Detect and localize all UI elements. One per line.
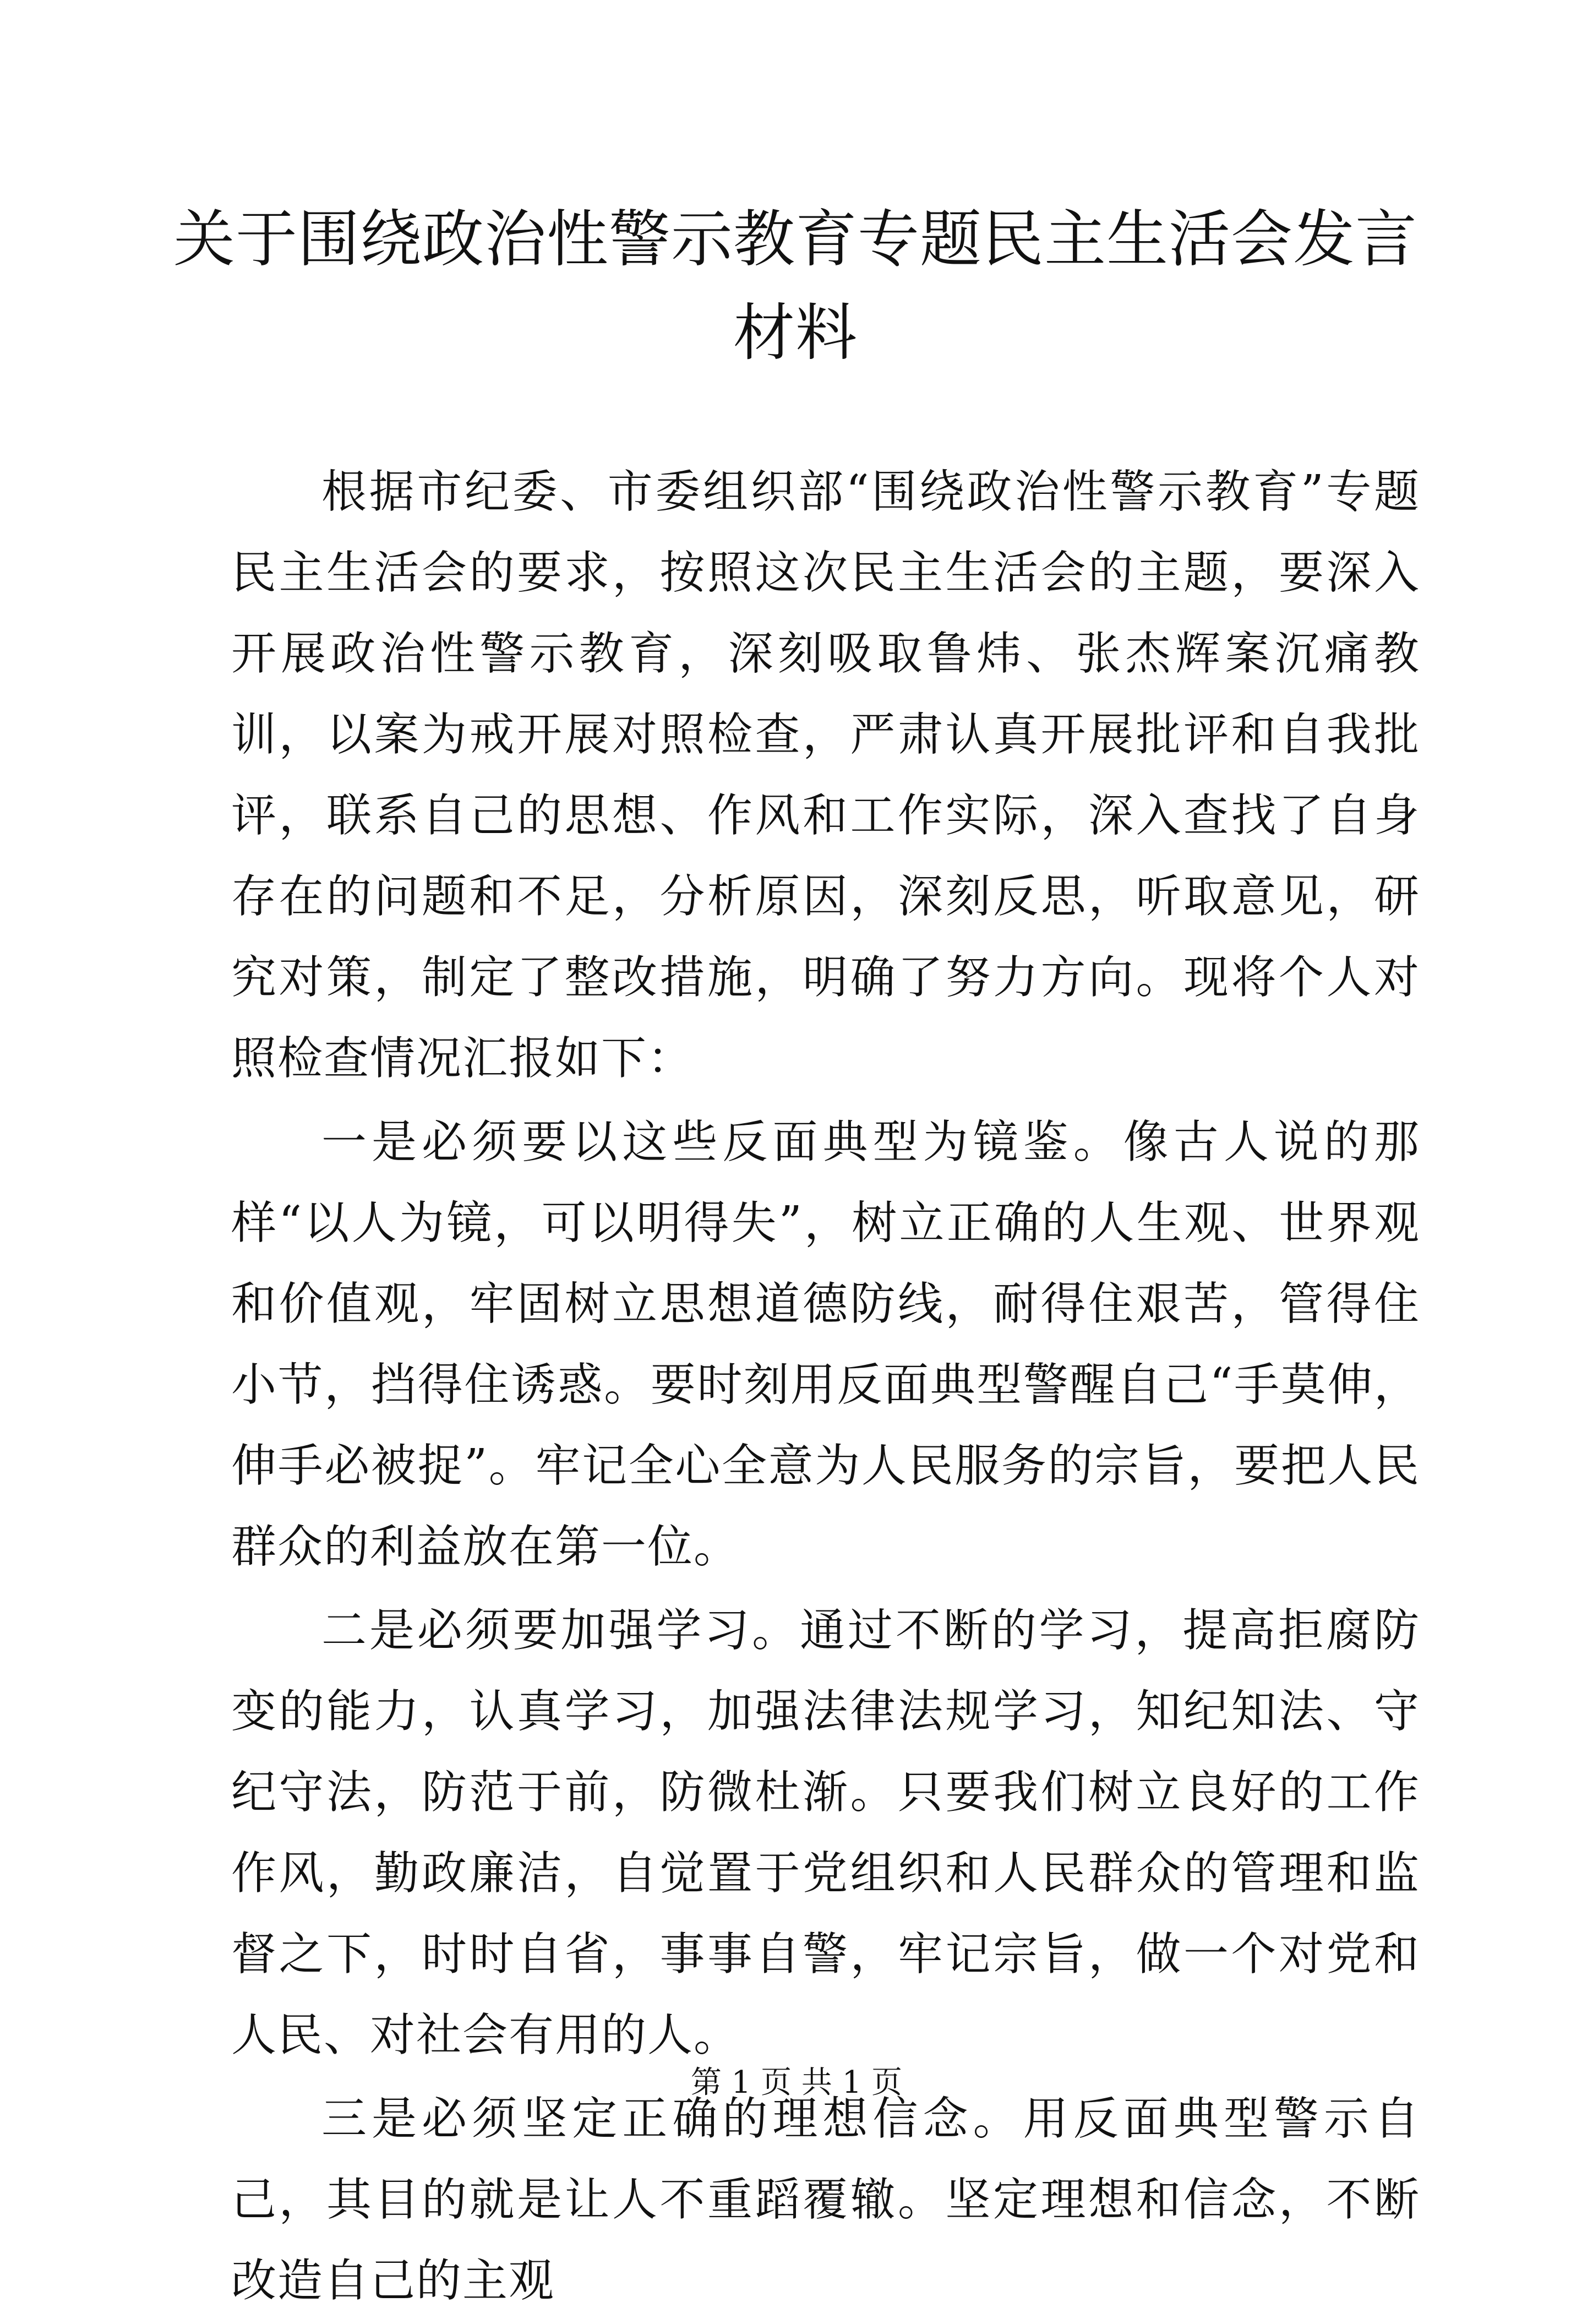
document-title: 关于围绕政治性警示教育专题民主生活会发言材料 (173, 204, 1417, 369)
paragraph-intro: 根据市纪委、市委组织部“围绕政治性警示教育”专题民主生活会的要求，按照这次民主生活会的主题，要深入开展政治性警示教育，深刻吸取鲁炜、张杰辉案沉痛教训，以案为戒开展对照检查，严肃认真开展批评和自我批评，联系自己的思想、作风和工作实际，深入查找了自身存在的问题和不足，分析原因，深刻反思，听取意见，研究对策，制定了整改措施，明确了努力方向。现将个人对照检查情况汇报如下： (231, 466, 1420, 1085)
page-footer: 第 1 页 共 1 页 (690, 2065, 903, 2100)
paragraph-point-2: 二是必须要加强学习。通过不断的学习，提高拒腐防变的能力，认真学习，加强法律法规学习，知纪知法、守纪守法，防范于前，防微杜渐。只要我们树立良好的工作作风，勤政廉洁，自觉置于党组织和人民群众的管理和监督之下，时时自省，事事自警，牢记宗旨，做一个对党和人民、对社会有用的人。 (231, 1604, 1420, 2061)
paragraph-point-1: 一是必须要以这些反面典型为镜鉴。像古人说的那样“以人为镜，可以明得失”，树立正确的人生观、世界观和价值观，牢固树立思想道德防线，耐得住艰苦，管得住小节，挡得住诱惑。要时刻用反面典型警醒自己“手莫伸，伸手必被捉”。牢记全心全意为人民服务的宗旨，要把人民群众的利益放在第一位。 (231, 1116, 1420, 1573)
document-body (231, 451, 1420, 2324)
paragraph-point-3: 三是必须坚定正确的理想信念。用反面典型警示自己，其目的就是让人不重蹈覆辙。坚定理想和信念，不断改造自己的主观 (231, 2093, 1420, 2307)
